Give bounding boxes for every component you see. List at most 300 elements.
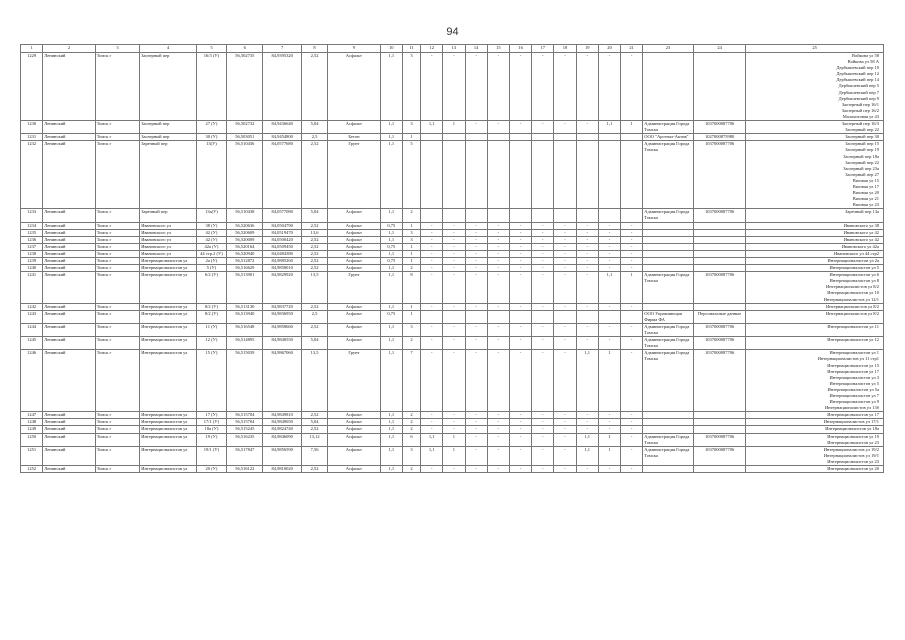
field-14-cell: -: [443, 426, 465, 433]
field-13-cell: -: [421, 258, 443, 265]
field-16-cell: -: [487, 236, 509, 243]
street-cell: Заречный пер: [140, 141, 197, 209]
field-12-cell: 1: [402, 250, 420, 257]
field-21-cell: -: [598, 243, 620, 250]
field-14-cell: -: [443, 236, 465, 243]
served-address: Интернационалистов ул 17/1: [823, 419, 879, 425]
field-14-cell: [443, 134, 465, 141]
served-address: Интернационалистов ул 10: [827, 290, 879, 296]
surface-cell: Асфальт: [328, 426, 381, 433]
field-21-cell: -: [598, 323, 620, 336]
field-14-cell: -: [443, 243, 465, 250]
field-22-cell: 1: [621, 272, 643, 303]
field-20-cell: -: [576, 229, 598, 236]
field-15-cell: -: [465, 250, 487, 257]
field-16-cell: -: [487, 121, 509, 134]
field-16-cell: -: [487, 350, 509, 412]
field-16-cell: [487, 134, 509, 141]
table-body: [21, 53, 884, 473]
served-address: Ивановского ул 44 стр2: [834, 250, 879, 256]
served-address: Войкова ул 58 А: [847, 59, 879, 65]
served-addresses-cell: [746, 250, 884, 257]
row-number-cell: 1235: [21, 229, 43, 236]
field-20-cell: [576, 209, 598, 222]
street-cell: Заозерный пер: [140, 134, 197, 141]
table-row: [21, 258, 884, 265]
surface-cell: Асфальт: [328, 310, 381, 323]
field-14-cell: -: [443, 258, 465, 265]
locality-cell: Томск г: [95, 433, 139, 446]
field-17-cell: -: [509, 121, 531, 134]
served-address: Вязовая ул 20: [852, 190, 879, 196]
served-addresses-cell: [746, 446, 884, 465]
served-addresses-cell: [746, 222, 884, 229]
field-14-cell: -: [443, 337, 465, 350]
served-addresses-cell: [746, 466, 884, 473]
field-21-cell: -: [598, 222, 620, 229]
owner-ogrn-cell: [693, 222, 746, 229]
column-header: 21: [621, 45, 643, 53]
street-cell: Интернационалистов ул: [140, 310, 197, 323]
served-addresses-cell: [746, 258, 884, 265]
owner-name-cell: Администрация Города Томска: [643, 272, 694, 303]
district-cell: Ленинский: [43, 303, 96, 310]
served-address: Интернационалистов ул 23: [827, 458, 879, 464]
district-cell: Ленинский: [43, 258, 96, 265]
field-15-cell: -: [465, 222, 487, 229]
field-19-cell: -: [554, 446, 576, 465]
street-cell: Интернационалистов ул: [140, 419, 197, 426]
field-16-cell: -: [487, 265, 509, 272]
field-11-cell: 1,1: [380, 466, 402, 473]
field-13-cell: -: [421, 303, 443, 310]
field-19-cell: -: [554, 350, 576, 412]
served-address: Дербышевский пер 5: [838, 83, 879, 89]
field-17-cell: [509, 134, 531, 141]
object-address-cell: 13а(У): [196, 209, 226, 222]
field-12-cell: 1: [402, 222, 420, 229]
field-18-cell: [532, 310, 554, 323]
district-cell: Ленинский: [43, 419, 96, 426]
field-16-cell: -: [487, 258, 509, 265]
field-19-cell: [554, 310, 576, 323]
column-header: 11: [402, 45, 420, 53]
field-22-cell: -: [621, 466, 643, 473]
field-21-cell: -: [598, 466, 620, 473]
table-row: [21, 250, 884, 257]
row-number-cell: 1232: [21, 141, 43, 209]
column-header: 14: [465, 45, 487, 53]
object-address-cell: 8/2 (У): [196, 303, 226, 310]
field-19-cell: -: [554, 229, 576, 236]
field-18-cell: -: [532, 350, 554, 412]
row-number-cell: 1246: [21, 350, 43, 412]
locality-cell: Томск г: [95, 243, 139, 250]
owner-ogrn-cell: [693, 419, 746, 426]
served-addresses-cell: [746, 310, 884, 323]
served-address: Ивановского ул 38: [843, 222, 879, 228]
longitude-cell: 84,9846090: [263, 433, 301, 446]
field-21-cell: 1: [598, 350, 620, 412]
street-cell: Заозерный пер: [140, 53, 197, 121]
object-address-cell: 5 (У): [196, 265, 226, 272]
served-address: Дербышевский пер 10: [836, 65, 879, 71]
field-22-cell: -: [621, 433, 643, 446]
area-cell: 2,52: [301, 236, 327, 243]
surface-cell: Асфальт: [328, 265, 381, 272]
field-15-cell: [465, 209, 487, 222]
longitude-cell: 84,9837720: [263, 303, 301, 310]
area-cell: 2,52: [301, 323, 327, 336]
field-14-cell: -: [443, 229, 465, 236]
field-15-cell: -: [465, 53, 487, 121]
column-header: 16: [509, 45, 531, 53]
field-12-cell: 1: [402, 243, 420, 250]
table-row: [21, 243, 884, 250]
field-19-cell: [554, 141, 576, 209]
field-16-cell: -: [487, 337, 509, 350]
field-20-cell: -: [576, 236, 598, 243]
district-cell: Ленинский: [43, 134, 96, 141]
owner-name-cell: [643, 419, 694, 426]
field-14-cell: -: [443, 419, 465, 426]
field-22-cell: -: [621, 250, 643, 257]
area-cell: 13,6: [301, 229, 327, 236]
owner-name-cell: [643, 303, 694, 310]
surface-cell: Асфальт: [328, 419, 381, 426]
served-address: Вязовая ул 15: [852, 177, 879, 183]
field-11-cell: 1,1: [380, 236, 402, 243]
field-12-cell: 2: [402, 466, 420, 473]
street-cell: Интернационалистов ул: [140, 303, 197, 310]
field-17-cell: -: [509, 222, 531, 229]
area-cell: 2,52: [301, 243, 327, 250]
field-16-cell: -: [487, 446, 509, 465]
field-17-cell: [509, 209, 531, 222]
latitude-cell: 56,516629: [227, 265, 263, 272]
served-address: Дербышевский пер 7: [838, 89, 879, 95]
field-13-cell: -: [421, 243, 443, 250]
table-row: [21, 426, 884, 433]
field-21-cell: -: [598, 426, 620, 433]
table-row: [21, 121, 884, 134]
object-address-cell: 44 стр.2 (У): [196, 250, 226, 257]
field-13-cell: 1,1: [421, 121, 443, 134]
served-address: Заозерный пер 16/2: [841, 107, 879, 113]
longitude-cell: 84,9885260: [263, 258, 301, 265]
field-18-cell: -: [532, 412, 554, 419]
object-address-cell: 2а (У): [196, 258, 226, 265]
table-row: [21, 229, 884, 236]
field-18-cell: -: [532, 258, 554, 265]
latitude-cell: 56,513901: [227, 272, 263, 303]
locality-cell: Томск г: [95, 53, 139, 121]
owner-ogrn-cell: Персональные данные: [693, 310, 746, 323]
locality-cell: Томск г: [95, 258, 139, 265]
field-20-cell: -: [576, 323, 598, 336]
field-11-cell: 0,75: [380, 243, 402, 250]
object-address-cell: 19/1 (У): [196, 446, 226, 465]
locality-cell: Томск г: [95, 250, 139, 257]
field-14-cell: 1: [443, 446, 465, 465]
latitude-cell: 56,516548: [227, 323, 263, 336]
owner-name-cell: Администрация Города Томска: [643, 323, 694, 336]
area-cell: 2,52: [301, 303, 327, 310]
field-22-cell: -: [621, 236, 643, 243]
owner-ogrn-cell: [693, 236, 746, 243]
locality-cell: Томск г: [95, 121, 139, 134]
owner-ogrn-cell: 1037000087706: [693, 323, 746, 336]
row-number-cell: 1231: [21, 134, 43, 141]
field-12-cell: 3: [402, 446, 420, 465]
owner-ogrn-cell: [693, 303, 746, 310]
field-12-cell: 2: [402, 412, 420, 419]
field-17-cell: -: [509, 53, 531, 121]
field-18-cell: -: [532, 303, 554, 310]
field-11-cell: 1,1: [380, 446, 402, 465]
field-19-cell: -: [554, 323, 576, 336]
field-18-cell: -: [532, 121, 554, 134]
field-15-cell: -: [465, 350, 487, 412]
field-18-cell: -: [532, 466, 554, 473]
field-12-cell: 6: [402, 433, 420, 446]
field-15-cell: -: [465, 265, 487, 272]
field-17-cell: -: [509, 265, 531, 272]
field-12-cell: 3: [402, 53, 420, 121]
field-11-cell: 1,1: [380, 121, 402, 134]
table-row: [21, 53, 884, 121]
served-addresses-cell: [746, 303, 884, 310]
surface-cell: Асфальт: [328, 236, 381, 243]
column-header: 8: [301, 45, 327, 53]
longitude-cell: 84,9436640: [263, 121, 301, 134]
field-20-cell: 1,1: [576, 433, 598, 446]
field-20-cell: -: [576, 222, 598, 229]
locality-cell: Томск г: [95, 412, 139, 419]
street-cell: Интернационалистов ул: [140, 412, 197, 419]
field-17-cell: -: [509, 250, 531, 257]
served-address: Интернационалистов ул 13б: [824, 405, 879, 411]
field-14-cell: -: [443, 323, 465, 336]
table-row: [21, 236, 884, 243]
surface-cell: Асфальт: [328, 209, 381, 222]
served-address: Дербышевский пер 9: [838, 95, 879, 101]
area-cell: 13,5: [301, 272, 327, 303]
served-address: Интернационалистов ул 7: [829, 392, 879, 398]
field-20-cell: 1,1: [576, 446, 598, 465]
column-header: 24: [693, 45, 746, 53]
field-16-cell: -: [487, 243, 509, 250]
field-11-cell: 1,1: [380, 433, 402, 446]
object-address-cell: 38 (У): [196, 222, 226, 229]
longitude-cell: 84,9810020: [263, 466, 301, 473]
field-19-cell: [554, 209, 576, 222]
district-cell: Ленинский: [43, 412, 96, 419]
field-11-cell: 1,1: [380, 272, 402, 303]
column-header: 9: [328, 45, 381, 53]
district-cell: Ленинский: [43, 236, 96, 243]
field-20-cell: -: [576, 258, 598, 265]
field-22-cell: 1: [621, 121, 643, 134]
served-address: Интернационалистов ул 11: [827, 323, 879, 329]
field-19-cell: -: [554, 258, 576, 265]
field-14-cell: -: [443, 53, 465, 121]
surface-cell: Асфальт: [328, 53, 381, 121]
field-12-cell: 3: [402, 236, 420, 243]
field-18-cell: -: [532, 433, 554, 446]
row-number-cell: 1248: [21, 419, 43, 426]
table-row: [21, 222, 884, 229]
served-addresses-cell: [746, 350, 884, 412]
served-address: Ивановского ул 42: [843, 229, 879, 235]
column-header: 12: [421, 45, 443, 53]
served-addresses-cell: [746, 209, 884, 222]
area-cell: 13,12: [301, 433, 327, 446]
field-11-cell: 1,1: [380, 337, 402, 350]
field-13-cell: -: [421, 222, 443, 229]
served-address: Заозерный пер 22: [845, 159, 879, 165]
locality-cell: Томск г: [95, 209, 139, 222]
register-table: [20, 44, 884, 473]
longitude-cell: 84,9858010: [263, 265, 301, 272]
owner-ogrn-cell: [693, 426, 746, 433]
latitude-cell: 56,513130: [227, 303, 263, 310]
longitude-cell: 84,9824740: [263, 426, 301, 433]
field-17-cell: -: [509, 236, 531, 243]
owner-ogrn-cell: 1037000087706: [693, 350, 746, 412]
field-18-cell: [532, 141, 554, 209]
field-14-cell: -: [443, 303, 465, 310]
owner-name-cell: [643, 53, 694, 121]
field-13-cell: -: [421, 466, 443, 473]
field-20-cell: -: [576, 466, 598, 473]
field-17-cell: -: [509, 466, 531, 473]
owner-ogrn-cell: 1037000087706: [693, 337, 746, 350]
latitude-cell: 56,515039: [227, 350, 263, 412]
served-address: Заозерный пер 23а: [843, 165, 879, 171]
row-number-cell: 1244: [21, 323, 43, 336]
field-16-cell: -: [487, 466, 509, 473]
served-address: Дербышевский пер 14: [836, 77, 879, 83]
owner-ogrn-cell: 1037000087706: [693, 433, 746, 446]
field-13-cell: -: [421, 350, 443, 412]
field-13-cell: -: [421, 419, 443, 426]
locality-cell: Томск г: [95, 323, 139, 336]
column-header: 1: [21, 45, 43, 53]
object-address-cell: 27 (У): [196, 121, 226, 134]
column-header: 4: [140, 45, 197, 53]
field-20-cell: -: [576, 121, 598, 134]
served-address: Заозерный пер 16/3: [841, 121, 879, 127]
served-address: Интернационалистов ул 5а: [827, 386, 879, 392]
row-number-cell: 1252: [21, 466, 43, 473]
field-16-cell: -: [487, 323, 509, 336]
object-address-cell: 17/1 (У): [196, 419, 226, 426]
locality-cell: Томск г: [95, 134, 139, 141]
field-15-cell: -: [465, 426, 487, 433]
served-addresses-cell: [746, 229, 884, 236]
district-cell: Ленинский: [43, 222, 96, 229]
district-cell: Ленинский: [43, 466, 96, 473]
field-13-cell: -: [421, 426, 443, 433]
latitude-cell: 56,516235: [227, 433, 263, 446]
district-cell: Ленинский: [43, 426, 96, 433]
field-16-cell: -: [487, 250, 509, 257]
served-address: Заозерный пер 19: [845, 147, 879, 153]
column-header: 5: [196, 45, 226, 53]
field-12-cell: 1: [402, 258, 420, 265]
field-18-cell: -: [532, 419, 554, 426]
column-header: 6: [227, 45, 263, 53]
owner-ogrn-cell: [693, 412, 746, 419]
longitude-cell: 84,0484380: [263, 250, 301, 257]
latitude-cell: 56,516122: [227, 466, 263, 473]
row-number-cell: 1240: [21, 265, 43, 272]
locality-cell: Томск г: [95, 265, 139, 272]
object-address-cell: 6/2 (У): [196, 272, 226, 303]
street-cell: Интернационалистов ул: [140, 350, 197, 412]
table-row: [21, 272, 884, 303]
column-header: 15: [487, 45, 509, 53]
field-21-cell: [598, 141, 620, 209]
area-cell: 2,52: [301, 265, 327, 272]
district-cell: Ленинский: [43, 350, 96, 412]
field-19-cell: -: [554, 265, 576, 272]
column-number-row: [21, 45, 884, 53]
surface-cell: Асфальт: [328, 466, 381, 473]
field-12-cell: 2: [402, 265, 420, 272]
street-cell: Интернационалистов ул: [140, 323, 197, 336]
row-number-cell: 1230: [21, 121, 43, 134]
table-row: [21, 350, 884, 412]
surface-cell: Асфальт: [328, 337, 381, 350]
served-addresses-cell: [746, 337, 884, 350]
served-address: Заозерный пер 22: [845, 127, 879, 133]
field-15-cell: -: [465, 412, 487, 419]
row-number-cell: 1233: [21, 209, 43, 222]
latitude-cell: 56,520609: [227, 229, 263, 236]
table-row: [21, 412, 884, 419]
field-15-cell: -: [465, 121, 487, 134]
latitude-cell: 56,503051: [227, 134, 263, 141]
served-address: Интернационалистов ул 18а: [825, 426, 879, 432]
page-number: 94: [446, 26, 459, 38]
street-cell: Интернационалистов ул: [140, 265, 197, 272]
field-12-cell: 5: [402, 141, 420, 209]
field-11-cell: 1,1: [380, 141, 402, 209]
served-address: Интернационалистов ул 20: [827, 466, 879, 471]
owner-name-cell: Администрация Города Томска: [643, 337, 694, 350]
longitude-cell: 84,0577680: [263, 141, 301, 209]
table-row: [21, 337, 884, 350]
row-number-cell: 1243: [21, 310, 43, 323]
owner-name-cell: ООО Управляющая Фирма ФА: [643, 310, 694, 323]
field-22-cell: -: [621, 265, 643, 272]
latitude-cell: 56,510436: [227, 141, 263, 209]
field-21-cell: -: [598, 303, 620, 310]
street-cell: Интернационалистов ул: [140, 466, 197, 473]
field-17-cell: -: [509, 446, 531, 465]
field-11-cell: 1,1: [380, 209, 402, 222]
field-20-cell: [576, 141, 598, 209]
served-address: Вязовая ул 17: [852, 183, 879, 189]
table-row: [21, 134, 884, 141]
field-16-cell: -: [487, 53, 509, 121]
table-row: [21, 141, 884, 209]
field-20-cell: -: [576, 303, 598, 310]
table-row: [21, 446, 884, 465]
field-12-cell: 1: [402, 134, 420, 141]
